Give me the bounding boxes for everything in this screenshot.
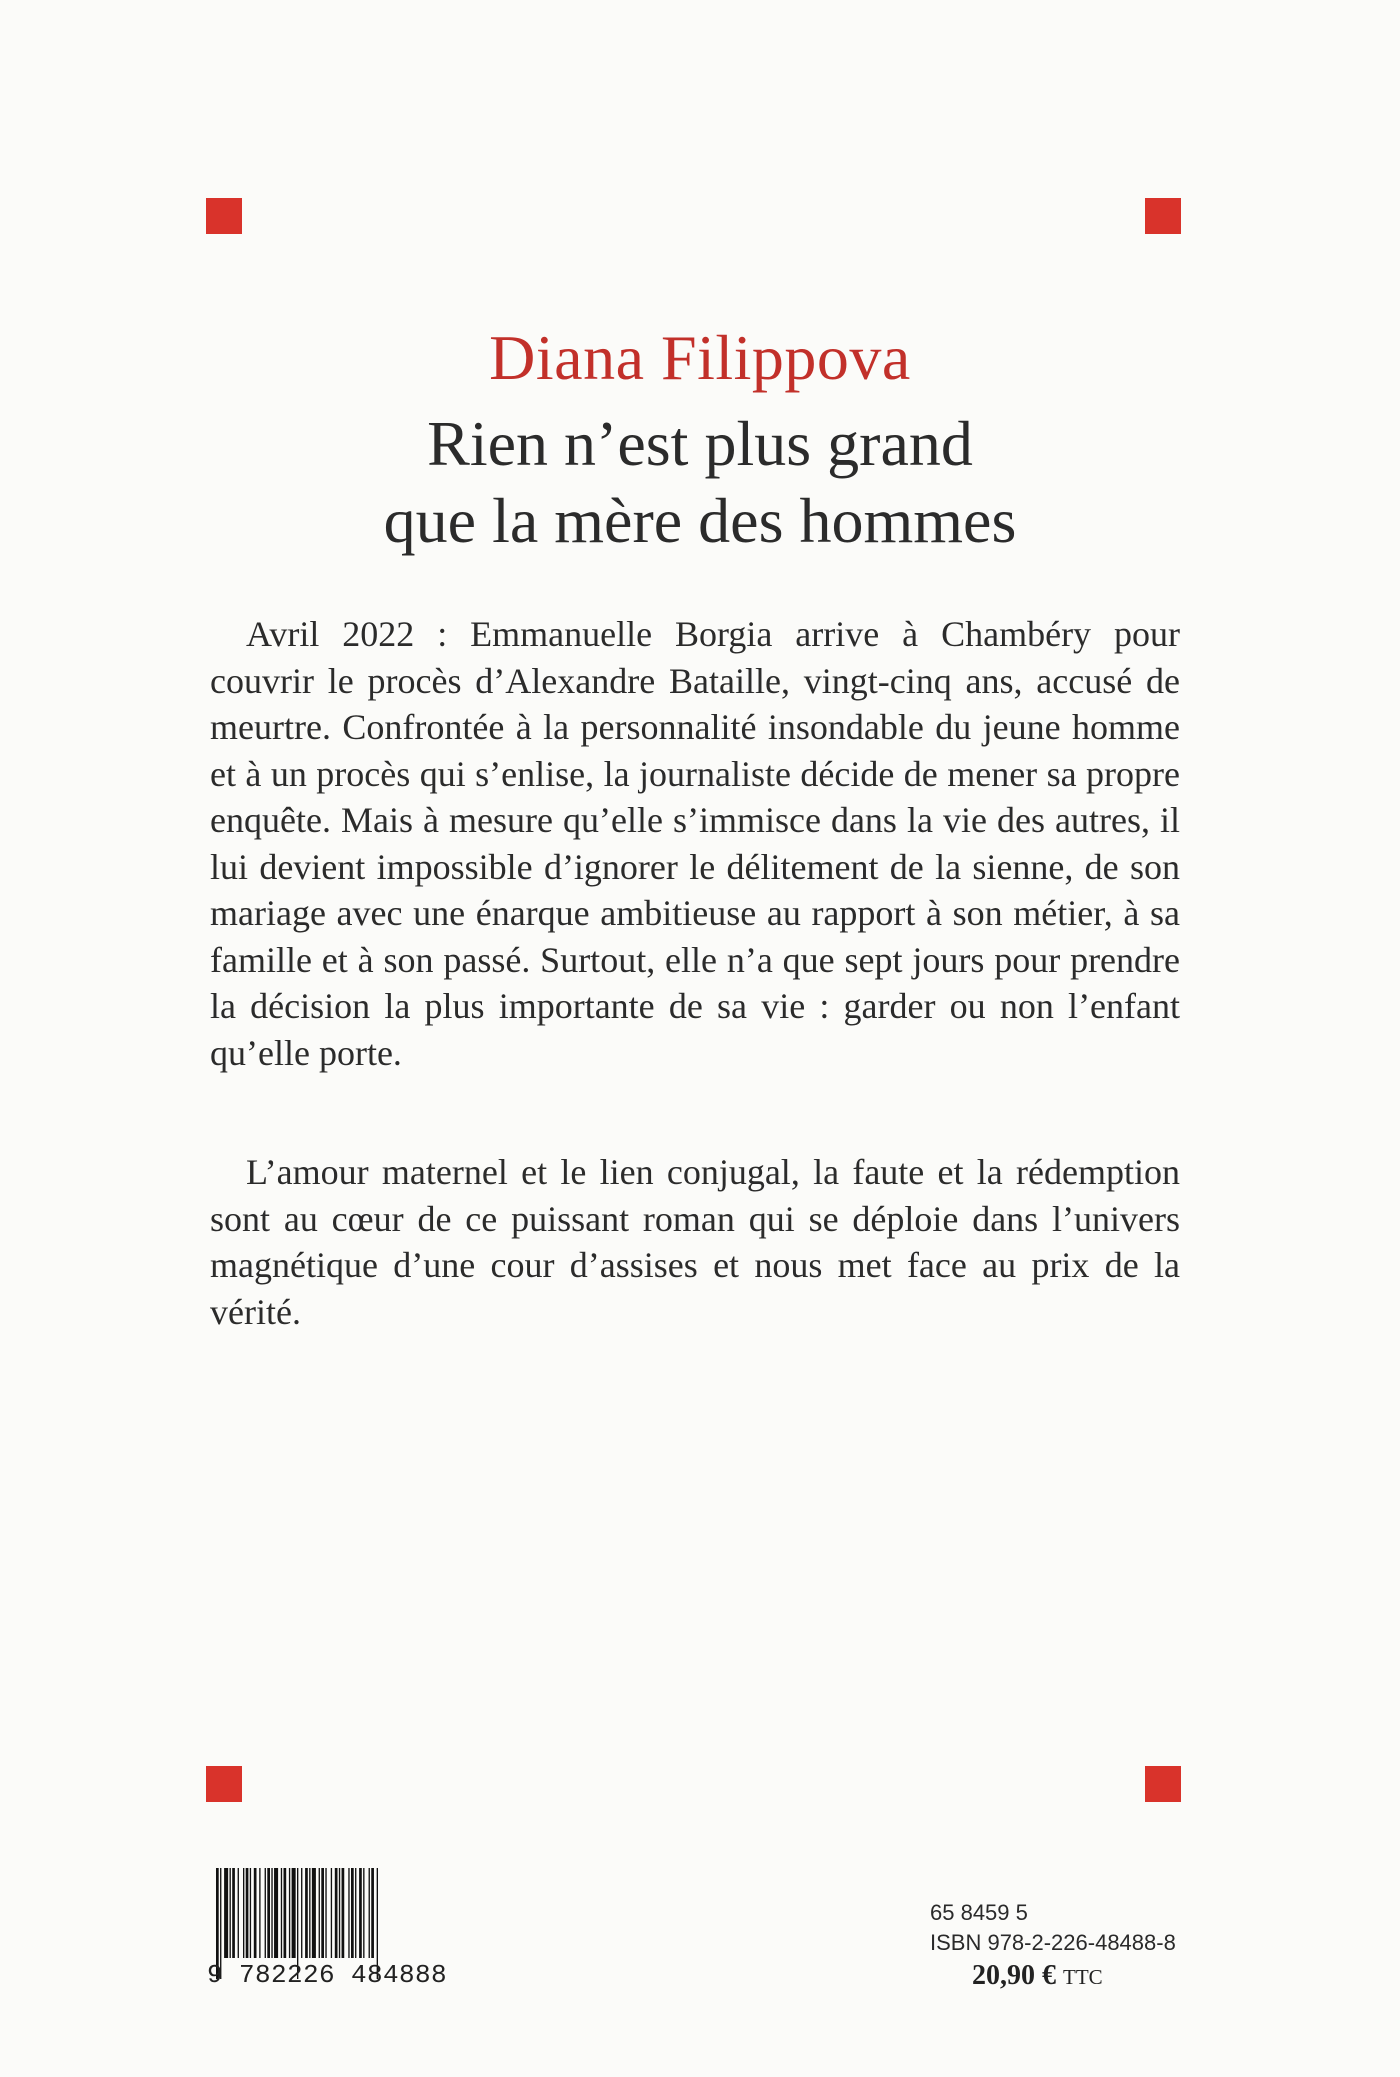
corner-square-bottom-left <box>206 1766 242 1802</box>
corner-square-bottom-right <box>1145 1766 1181 1802</box>
product-info <box>930 1898 1176 1958</box>
barcode-digits: 9 782226 484888 <box>207 1960 448 1990</box>
book-title <box>0 405 1400 559</box>
book-title-line-2: que la mère des hommes <box>383 485 1017 556</box>
book-title-line-1: Rien n’est plus grand <box>427 408 973 479</box>
blurb-paragraph-2: L’amour maternel et le lien conjugal, la faute et la rédemption sont au cœur de ce puissant roman qui se déploie dans l’univers magnétique d’une cour d’assises et nous met face au prix de la vérité. <box>210 1152 1180 1332</box>
price-amount: 20,90 € <box>972 1960 1056 1991</box>
product-code: 65 8459 5 <box>930 1900 1028 1925</box>
price <box>972 1959 1103 1994</box>
corner-square-top-left <box>206 198 242 234</box>
corner-square-top-right <box>1145 198 1181 234</box>
price-suffix: TTC <box>1063 1965 1103 1989</box>
isbn: ISBN 978-2-226-48488-8 <box>930 1930 1176 1955</box>
blurb-paragraph-1: Avril 2022 : Emmanuelle Borgia arrive à Chambéry pour couvrir le procès d’Alexandre Bataille, vingt-cinq ans, accusé de meurtre. Confrontée à la personnalité insondable du jeune homme et à un procès qui s’enlise, la journaliste décide de mener sa propre enquête. Mais à mesure qu’elle s’immisce dans la vie des autres, il lui devient impossible d’ignorer le délitement de la sienne, de son mariage avec une énarque ambitieuse au rapport à son métier, à sa famille et à son passé. Surtout, elle n’a que sept jours pour prendre la décision la plus importante de sa vie : garder ou non l’enfant qu’elle porte. <box>210 614 1180 1073</box>
author-name: Diana Filippova <box>489 322 911 393</box>
